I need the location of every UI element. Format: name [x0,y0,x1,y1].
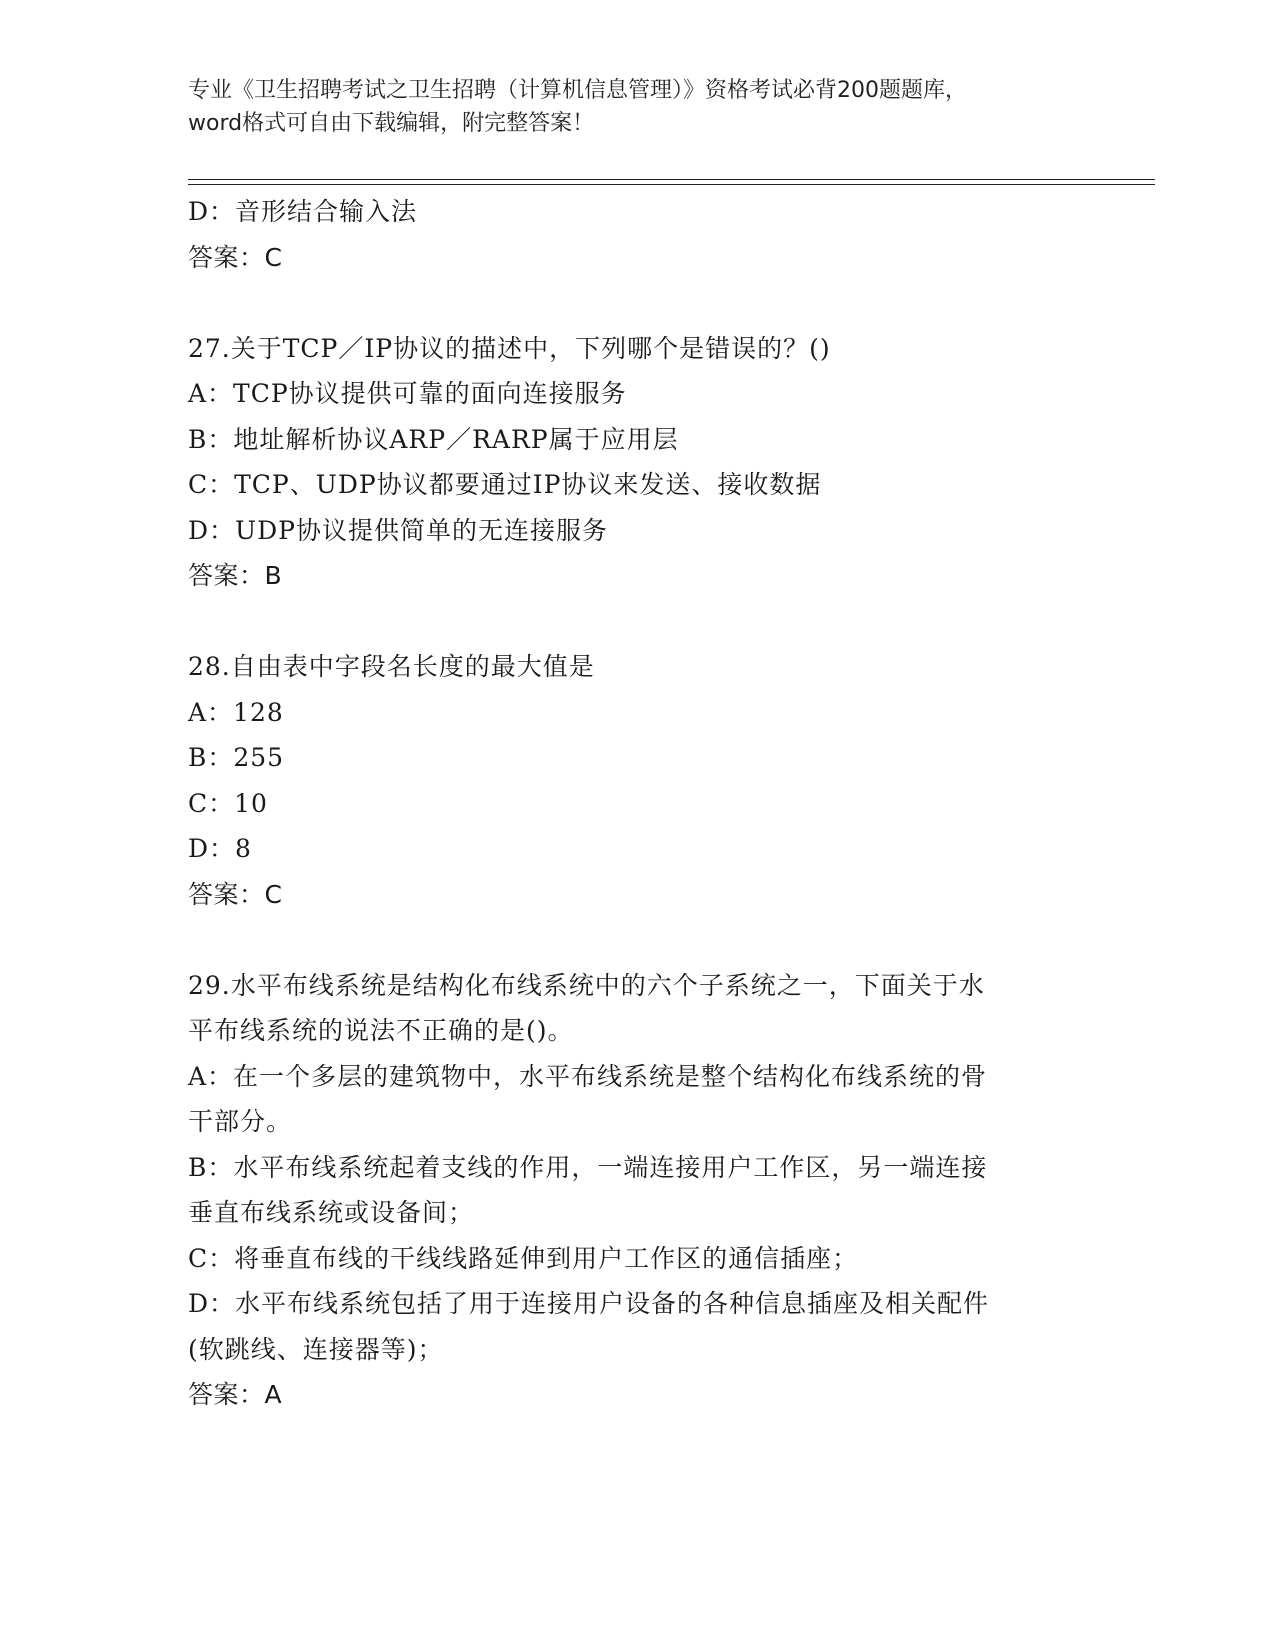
question-stem: 27.关于TCP／IP协议的描述中，下列哪个是错误的？() [188,333,831,363]
question-content [188,189,1088,1418]
question-26-tail [188,189,1088,280]
option-c: C：10 [188,788,268,818]
option-c: C：TCP、UDP协议都要通过IP协议来发送、接收数据 [188,470,822,499]
option-d-line-1: D：水平布线系统包括了用于连接用户设备的各种信息插座及相关配件 [188,1289,990,1318]
page-header [188,74,1088,140]
option-a: A：128 [188,697,284,727]
option-b: B：地址解析协议ARP／RARP属于应用层 [188,424,679,454]
option-d: D：音形结合输入法 [188,197,418,226]
answer: 答案：B [188,561,283,590]
question-stem-line-2: 平布线系统的说法不正确的是()。 [188,1016,574,1045]
spacer [188,917,1088,963]
question-27 [188,326,1088,599]
header-rule-top [188,179,1155,180]
answer: 答案：C [188,242,283,272]
header-line-1: 专业《卫生招聘考试之卫生招聘（计算机信息管理）》资格考试必背200题题库， [188,78,967,103]
question-stem-line-1: 29.水平布线系统是结构化布线系统中的六个子系统之一，下面关于水 [188,970,985,1000]
option-a-line-1: A：在一个多层的建筑物中，水平布线系统是整个结构化布线系统的骨 [188,1061,988,1091]
option-d-line-2: (软跳线、连接器等)； [188,1334,444,1364]
question-29 [188,963,1088,1418]
option-c: C：将垂直布线的干线线路延伸到用户工作区的通信插座； [188,1243,859,1273]
question-28 [188,644,1088,917]
option-b-line-1: B：水平布线系统起着支线的作用，一端连接用户工作区，另一端连接 [188,1152,988,1182]
option-d: D：8 [188,834,252,863]
header-line-2: word格式可自由下载编辑，附完整答案！ [188,111,595,136]
answer: 答案：C [188,879,283,909]
option-a-line-2: 干部分。 [188,1107,293,1136]
option-b: B：255 [188,743,285,772]
header-rule-bottom [188,184,1155,185]
option-d: D：UDP协议提供简单的无连接服务 [188,515,608,545]
option-a: A：TCP协议提供可靠的面向连接服务 [188,379,627,408]
spacer [188,599,1088,645]
question-stem: 28.自由表中字段名长度的最大值是 [188,652,595,681]
spacer [188,280,1088,326]
answer: 答案：A [188,1380,283,1409]
option-b-line-2: 垂直布线系统或设备间； [188,1198,475,1227]
